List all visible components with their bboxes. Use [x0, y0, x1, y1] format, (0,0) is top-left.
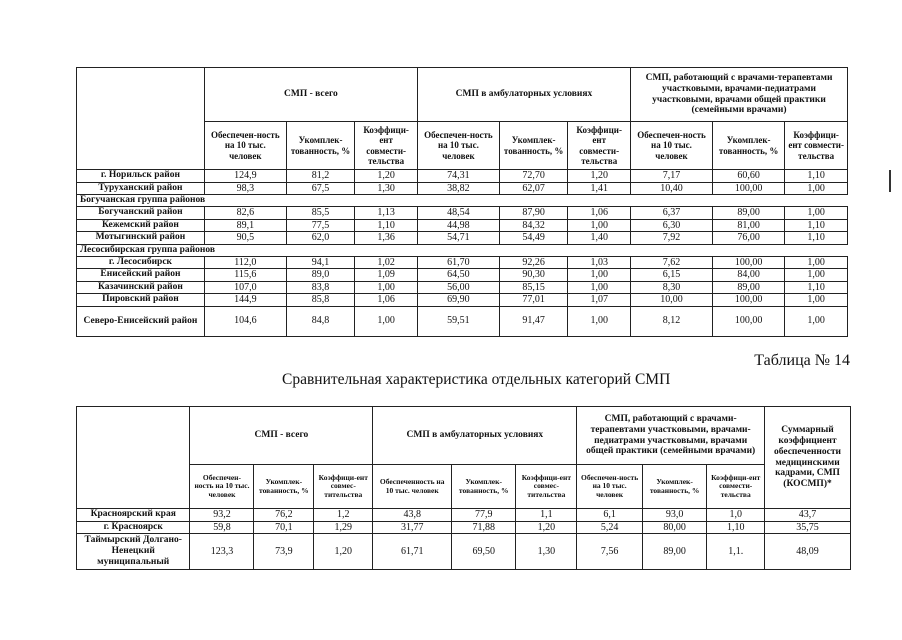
value-cell: 1,10 [707, 521, 765, 534]
value-cell: 6,37 [631, 207, 713, 220]
value-cell: 77,9 [451, 509, 515, 522]
value-cell: 7,62 [631, 256, 713, 269]
value-cell: 76,00 [712, 232, 784, 245]
value-cell: 1,40 [568, 232, 631, 245]
value-cell: 81,00 [712, 219, 784, 232]
value-cell: 91,47 [499, 306, 568, 336]
value-cell: 1,36 [355, 232, 418, 245]
value-cell: 1,0 [707, 509, 765, 522]
header-smp-with-doctors: СМП, работающий с врачами-терапевтами участковыми, врачами-педиатрами участковыми, врачами общей практики (семейными врачами) [631, 68, 848, 122]
value-cell: 100,00 [712, 294, 784, 307]
sub-coef: Коэффици-ент совмес-тительства [314, 465, 373, 509]
table-number: Таблица № 14 [754, 352, 850, 369]
row-name: г. Лесосибирск [77, 256, 205, 269]
value-cell: 1,1 [516, 509, 577, 522]
value-cell: 1,06 [355, 294, 418, 307]
sub-provision: Обеспеченность на 10 тыс. человек [373, 465, 452, 509]
value-cell: 1,00 [568, 269, 631, 282]
value-cell: 31,77 [373, 521, 452, 534]
value-cell: 1,00 [785, 182, 848, 195]
sub-staffing: Укомплек-тованность, % [451, 465, 515, 509]
value-cell: 6,1 [577, 509, 643, 522]
sub-coef: Коэффици-ент совмести-тельства [707, 465, 765, 509]
group-label: Богучанская группа районов [77, 195, 848, 207]
table-row [77, 207, 848, 220]
value-cell: 1,10 [785, 170, 848, 183]
value-cell: 104,6 [204, 306, 286, 336]
value-cell: 90,5 [204, 232, 286, 245]
value-cell: 77,5 [286, 219, 355, 232]
value-cell: 1,00 [568, 219, 631, 232]
value-cell: 80,00 [642, 521, 706, 534]
value-cell: 54,71 [417, 232, 499, 245]
value-cell: 1,00 [785, 306, 848, 336]
value-cell: 83,8 [286, 281, 355, 294]
value-cell: 85,5 [286, 207, 355, 220]
value-cell: 1,29 [314, 521, 373, 534]
comparison-table [76, 406, 851, 570]
value-cell: 82,6 [204, 207, 286, 220]
sub-provision: Обеспечен-ность на 10 тыс. человек [577, 465, 643, 509]
group-row [77, 244, 848, 256]
row-name: г. Норильск район [77, 170, 205, 183]
value-cell: 89,00 [712, 281, 784, 294]
value-cell: 1,1. [707, 534, 765, 570]
value-cell: 5,24 [577, 521, 643, 534]
row-name: Пировский район [77, 294, 205, 307]
sub-coef: Коэффици-ент совмести-тельства [568, 122, 631, 170]
value-cell: 43,8 [373, 509, 452, 522]
value-cell: 1,30 [516, 534, 577, 570]
group-row [77, 195, 848, 207]
value-cell: 8,30 [631, 281, 713, 294]
value-cell: 61,71 [373, 534, 452, 570]
value-cell: 84,32 [499, 219, 568, 232]
value-cell: 100,00 [712, 182, 784, 195]
value-cell: 1,00 [355, 281, 418, 294]
value-cell: 1,00 [568, 281, 631, 294]
table-row [77, 219, 848, 232]
value-cell: 60,60 [712, 170, 784, 183]
row-name: Красноярский края [77, 509, 190, 522]
sub-provision: Обеспечен-ность на 10 тыс. человек [190, 465, 254, 509]
header-smp-with-doctors: СМП, работающий с врачами-терапевтами участковыми, врачами-педиатрами участковыми, врачами общей практики (семейными врачами) [577, 407, 765, 465]
header-smp-total: СМП - всего [190, 407, 373, 465]
table-row [77, 182, 848, 195]
value-cell: 1,30 [355, 182, 418, 195]
value-cell: 85,15 [499, 281, 568, 294]
kosmp-cell: 48,09 [765, 534, 851, 570]
value-cell: 1,06 [568, 207, 631, 220]
value-cell: 72,70 [499, 170, 568, 183]
table-row [77, 294, 848, 307]
value-cell: 1,00 [785, 294, 848, 307]
value-cell: 44,98 [417, 219, 499, 232]
table-row [77, 256, 848, 269]
kosmp-cell: 43,7 [765, 509, 851, 522]
table-row [77, 232, 848, 245]
table-row [77, 306, 848, 336]
header-smp-total: СМП - всего [204, 68, 417, 122]
value-cell: 92,26 [499, 256, 568, 269]
value-cell: 1,00 [785, 269, 848, 282]
sub-provision: Обеспечен-ность на 10 тыс. человек [417, 122, 499, 170]
value-cell: 1,20 [355, 170, 418, 183]
value-cell: 56,00 [417, 281, 499, 294]
value-cell: 123,3 [190, 534, 254, 570]
row-name: Енисейский район [77, 269, 205, 282]
value-cell: 1,00 [785, 207, 848, 220]
table-row [77, 509, 851, 522]
row-name: Таймырский Долгано-Ненецкий муниципальный [77, 534, 190, 570]
row-name: Мотыгинский район [77, 232, 205, 245]
row-name: Северо-Енисейский район [77, 306, 205, 336]
row-name: г. Красноярск [77, 521, 190, 534]
value-cell: 8,12 [631, 306, 713, 336]
value-cell: 1,10 [785, 232, 848, 245]
value-cell: 1,13 [355, 207, 418, 220]
value-cell: 6,15 [631, 269, 713, 282]
row-name: Кежемский район [77, 219, 205, 232]
margin-mark [889, 170, 891, 192]
value-cell: 64,50 [417, 269, 499, 282]
value-cell: 71,88 [451, 521, 515, 534]
value-cell: 1,07 [568, 294, 631, 307]
value-cell: 38,82 [417, 182, 499, 195]
value-cell: 89,1 [204, 219, 286, 232]
value-cell: 85,8 [286, 294, 355, 307]
value-cell: 1,10 [355, 219, 418, 232]
header-smp-ambulatory: СМП в амбулаторных условиях [417, 68, 630, 122]
table-row [77, 269, 848, 282]
value-cell: 1,20 [314, 534, 373, 570]
table-row [77, 281, 848, 294]
value-cell: 100,00 [712, 306, 784, 336]
district-table [76, 67, 848, 337]
row-name: Богучанский район [77, 207, 205, 220]
value-cell: 1,00 [785, 256, 848, 269]
value-cell: 144,9 [204, 294, 286, 307]
value-cell: 7,56 [577, 534, 643, 570]
value-cell: 74,31 [417, 170, 499, 183]
value-cell: 1,10 [785, 219, 848, 232]
value-cell: 62,0 [286, 232, 355, 245]
value-cell: 112,0 [204, 256, 286, 269]
value-cell: 59,51 [417, 306, 499, 336]
value-cell: 89,0 [286, 269, 355, 282]
value-cell: 84,8 [286, 306, 355, 336]
value-cell: 1,20 [568, 170, 631, 183]
value-cell: 1,02 [355, 256, 418, 269]
table-title: Сравнительная характеристика отдельных категорий СМП [282, 371, 671, 388]
value-cell: 84,00 [712, 269, 784, 282]
value-cell: 1,20 [516, 521, 577, 534]
value-cell: 10,00 [631, 294, 713, 307]
table-row [77, 534, 851, 570]
value-cell: 93,0 [642, 509, 706, 522]
sub-staffing: Укомплек-тованность, % [286, 122, 355, 170]
value-cell: 7,92 [631, 232, 713, 245]
value-cell: 87,90 [499, 207, 568, 220]
row-name: Туруханский район [77, 182, 205, 195]
sub-staffing: Укомплек-тованность, % [499, 122, 568, 170]
sub-coef: Коэффици-ент совмести-тельства [355, 122, 418, 170]
table-row [77, 521, 851, 534]
header-smp-ambulatory: СМП в амбулаторных условиях [373, 407, 577, 465]
value-cell: 81,2 [286, 170, 355, 183]
value-cell: 1,03 [568, 256, 631, 269]
value-cell: 1,00 [568, 306, 631, 336]
value-cell: 6,30 [631, 219, 713, 232]
value-cell: 7,17 [631, 170, 713, 183]
value-cell: 1,10 [785, 281, 848, 294]
sub-staffing: Укомплек-тованность, % [254, 465, 314, 509]
value-cell: 90,30 [499, 269, 568, 282]
value-cell: 1,09 [355, 269, 418, 282]
value-cell: 59,8 [190, 521, 254, 534]
value-cell: 89,00 [642, 534, 706, 570]
kosmp-cell: 35,75 [765, 521, 851, 534]
corner-cell [77, 407, 190, 509]
value-cell: 61,70 [417, 256, 499, 269]
value-cell: 10,40 [631, 182, 713, 195]
value-cell: 98,3 [204, 182, 286, 195]
value-cell: 70,1 [254, 521, 314, 534]
row-name: Казачинский район [77, 281, 205, 294]
sub-staffing: Укомплек-тованность, % [642, 465, 706, 509]
value-cell: 100,00 [712, 256, 784, 269]
table-row [77, 170, 848, 183]
value-cell: 76,2 [254, 509, 314, 522]
value-cell: 62,07 [499, 182, 568, 195]
value-cell: 69,90 [417, 294, 499, 307]
value-cell: 1,00 [355, 306, 418, 336]
sub-provision: Обеспечен-ность на 10 тыс. человек [631, 122, 713, 170]
value-cell: 107,0 [204, 281, 286, 294]
sub-provision: Обеспечен-ность на 10 тыс. человек [204, 122, 286, 170]
value-cell: 124,9 [204, 170, 286, 183]
group-label: Лесосибирская группа районов [77, 244, 848, 256]
corner-cell [77, 68, 205, 170]
value-cell: 77,01 [499, 294, 568, 307]
sub-coef: Коэффици-ент совмес-тительства [516, 465, 577, 509]
value-cell: 67,5 [286, 182, 355, 195]
header-kosmp: Суммарный коэффициент обеспеченности медицинскими кадрами, СМП (КОСМП)* [765, 407, 851, 509]
value-cell: 1,2 [314, 509, 373, 522]
value-cell: 1,41 [568, 182, 631, 195]
value-cell: 69,50 [451, 534, 515, 570]
value-cell: 48,54 [417, 207, 499, 220]
value-cell: 54,49 [499, 232, 568, 245]
value-cell: 73,9 [254, 534, 314, 570]
value-cell: 115,6 [204, 269, 286, 282]
value-cell: 93,2 [190, 509, 254, 522]
value-cell: 89,00 [712, 207, 784, 220]
sub-staffing: Укомплек-тованность, % [712, 122, 784, 170]
value-cell: 94,1 [286, 256, 355, 269]
sub-coef: Коэффици-ент совмести-тельства [785, 122, 848, 170]
